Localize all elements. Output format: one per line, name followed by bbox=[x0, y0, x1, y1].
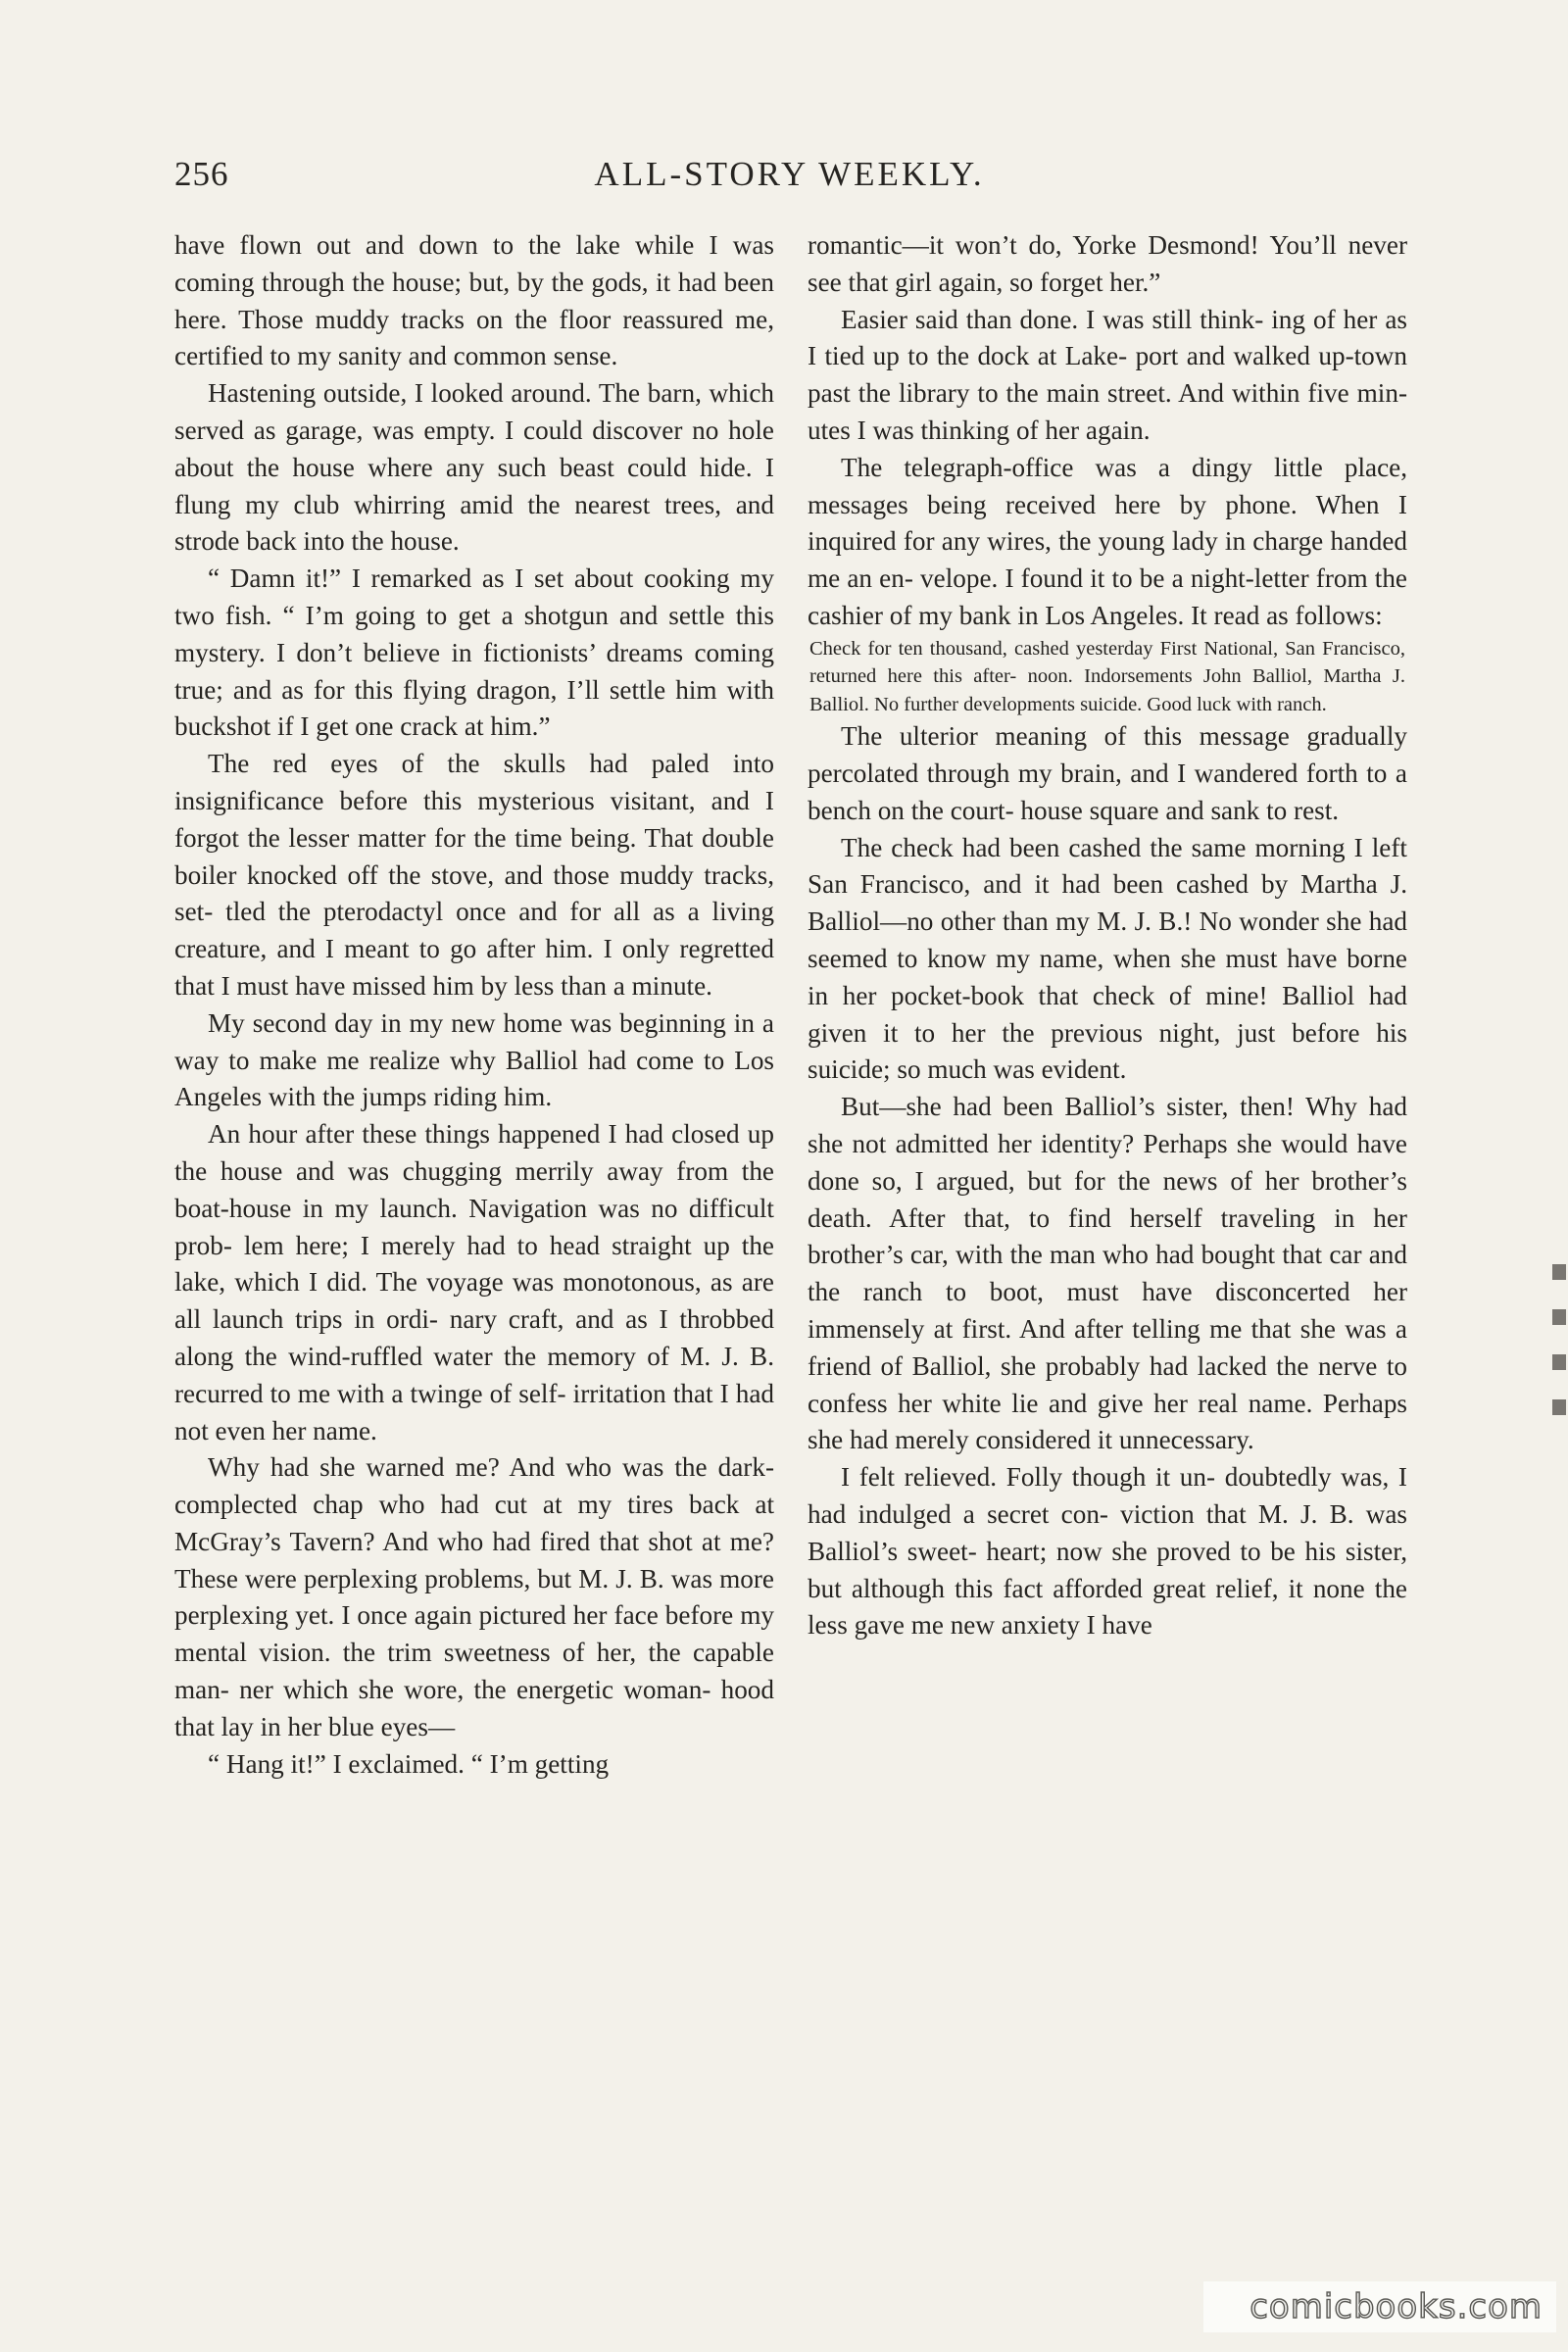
paragraph: Why had she warned me? And who was the dark-complected chap who had cut at my tires back at McGray’s Tavern? And who had fired that shot at me? These were perplexing problems, but M. J. B. was more perplexing yet. I once again pictured her face before my mental vision. the trim sweetness of her, the capable man- ner which she wore, the energetic woman- hood that lay in her blue eyes— bbox=[174, 1452, 774, 1741]
scan-edge-marks bbox=[1541, 1264, 1568, 1445]
paragraph: “ Damn it!” I remarked as I set about cooking my two fish. “ I’m going to get a shotgun and settle this mystery. I don’t believe in fictionists’ dreams coming true; and as for this flying dragon, I’ll settle him with buckshot if I get one crack at him.” bbox=[174, 564, 774, 742]
left-column bbox=[174, 227, 774, 1783]
watermark-text: comicbooks.com bbox=[1250, 2287, 1543, 2327]
paragraph: The red eyes of the skulls had paled into insignificance before this mysterious visitant, and I forgot the lesser matter for the time being. That double boiler knocked off the stove, and those muddy tracks, set- tled the pterodactyl once and for all as a living creature, and I meant to go after him. I only regretted that I must have missed him by less than a minute. bbox=[174, 749, 774, 1001]
paragraph: Easier said than done. I was still think- ing of her as I tied up to the dock at Lake- port and walked up-town past the library to the main street. And within five min- utes I was thinking of her again. bbox=[808, 304, 1407, 445]
paragraph: “ Hang it!” I exclaimed. “ I’m getting bbox=[208, 1748, 610, 1779]
running-title: ALL-STORY WEEKLY. bbox=[594, 155, 985, 193]
paragraph: romantic—it won’t do, Yorke Desmond! You’ll never see that girl again, so forget her.” bbox=[808, 230, 1407, 297]
paragraph: have flown out and down to the lake while I was coming through the house; but, by the gods, it had been here. Those muddy tracks on the floor reassured me, certified to my sanity and common sense. bbox=[174, 230, 774, 371]
watermark bbox=[1203, 2281, 1556, 2332]
paragraph: Hastening outside, I looked around. The barn, which served as garage, was empty. I could discover no hole about the house where any such beast could hide. I flung my club whirring amid the nearest trees, and strode back into the house. bbox=[174, 378, 774, 557]
paragraph: I felt relieved. Folly though it un- doubtedly was, I had indulged a secret con- viction that M. J. B. was Balliol’s sweet- heart; now she proved to be his sister, but although this fact afforded great relief, it none the less gave me new anxiety I have bbox=[808, 1462, 1407, 1641]
scan-mark bbox=[1552, 1354, 1566, 1370]
scan-mark bbox=[1552, 1399, 1566, 1415]
paragraph: The ulterior meaning of this message gradually percolated through my brain, and I wandered forth to a bench on the court- house square and sank to rest. bbox=[808, 721, 1407, 825]
telegram-message: Check for ten thousand, cashed yesterday First National, San Francisco, returned here this after- noon. Indorsements John Balliol, Martha J. Balliol. No further developments suicide. Good luck with ranch. bbox=[809, 637, 1405, 715]
scan-mark bbox=[1552, 1264, 1566, 1280]
page-number: 256 bbox=[174, 155, 229, 193]
paragraph: My second day in my new home was beginning in a way to make me realize why Balliol had come to Los Angeles with the jumps riding him. bbox=[174, 1007, 774, 1112]
page-header bbox=[174, 155, 1404, 204]
paragraph: An hour after these things happened I had closed up the house and was chugging merrily away from the boat-house in my launch. Navigation was no difficult prob- lem here; I merely had to head straight up the lake, which I did. The voyage was monotonous, as are all launch trips in ordi- nary craft, and as I throbbed along the wind-ruffled water the memory of M. J. B. recurred to me with a twinge of self- irritation that I had not even her name. bbox=[174, 1119, 774, 1446]
scan-mark bbox=[1552, 1309, 1566, 1325]
paragraph: The telegraph-office was a dingy little place, messages being received here by phone. When I inquired for any wires, the young lady in charge handed me an en- velope. I found it to be a night-letter from the cashier of my bank in Los Angeles. It read as follows: bbox=[808, 452, 1407, 630]
paragraph: But—she had been Balliol’s sister, then! Why had she not admitted her identity? Perhaps she would have done so, I argued, but for the news of her brother’s death. After that, to find herself traveling in her brother’s car, with the man who had bought that car and the ranch to boot, must have disconcerted her immensely at first. And after telling me that she was a friend of Balliol, she probably had lacked the nerve to confess her white lie and give her real name. Perhaps she had merely considered it unnecessary. bbox=[808, 1092, 1407, 1455]
paragraph: The check had been cashed the same morning I left San Francisco, and it had been cashed by Martha J. Balliol—no other than my M. J. B.! No wonder she had seemed to know my name, when she must have borne in her pocket-book that check of mine! Balliol had given it to her the previous night, just before his suicide; so much was evident. bbox=[808, 832, 1407, 1085]
right-column bbox=[808, 227, 1407, 1644]
